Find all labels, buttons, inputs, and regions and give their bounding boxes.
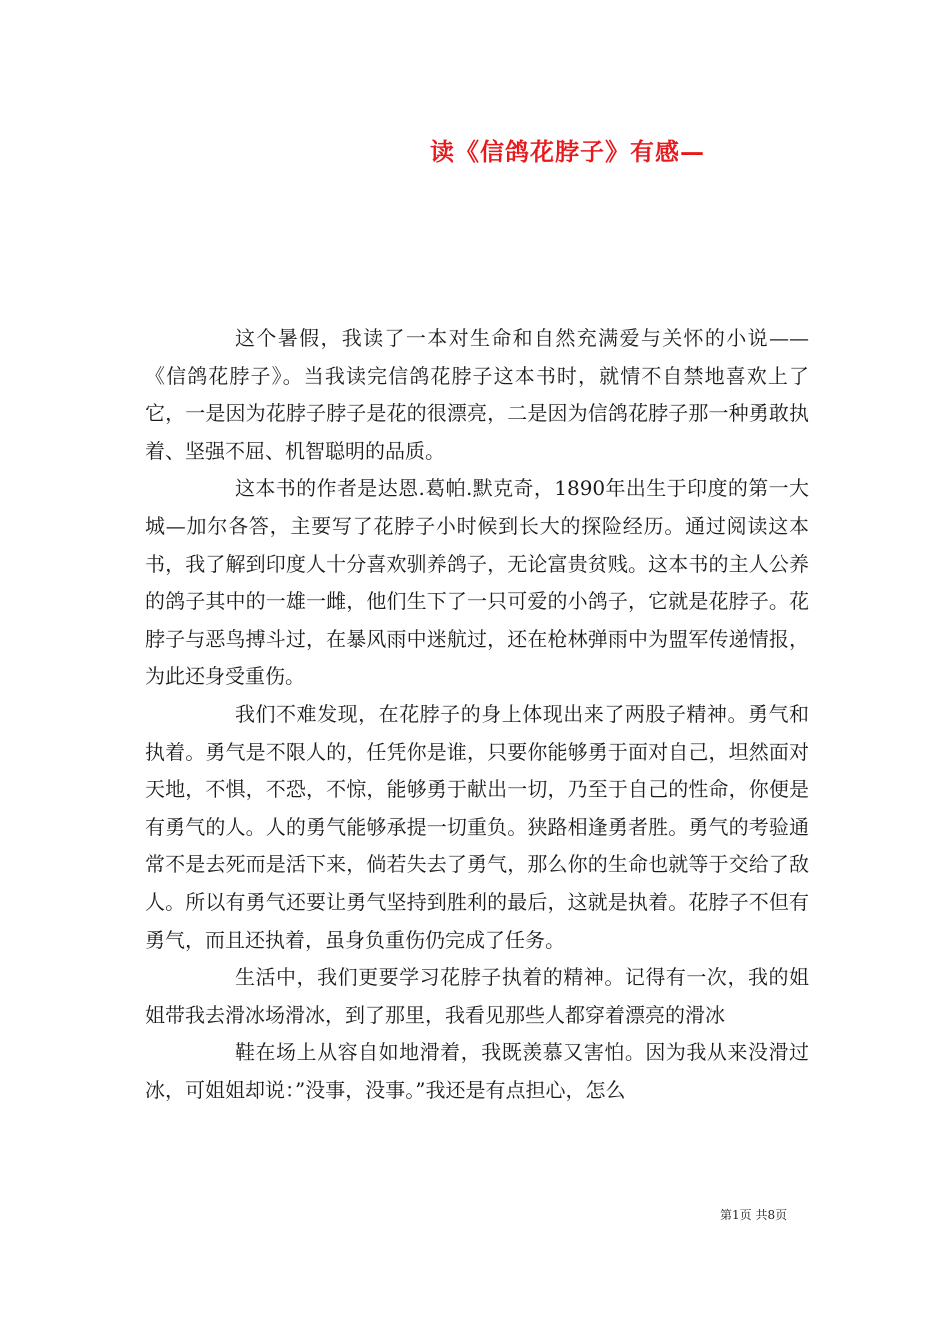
- paragraph-4: 生活中，我们更要学习花脖子执着的精神。记得有一次，我的姐姐带我去滑冰场滑冰，到了那里，我看见那些人都穿着漂亮的滑冰: [145, 965, 809, 1027]
- paragraph-5: 鞋在场上从容自如地滑着，我既羡慕又害怕。因为我从来没滑过冰，可姐姐却说：”没事，没事。”我还是有点担心，怎么: [145, 1040, 809, 1102]
- page-number-footer: 第1页 共8页: [720, 1208, 788, 1222]
- paragraph-1: 这个暑假，我读了一本对生命和自然充满爱与关怀的小说——《信鸽花脖子》。当我读完信鸽花脖子这本书时，就情不自禁地喜欢上了它，一是因为花脖子脖子是花的很漂亮，二是因为信鸽花脖子那一种勇敢执着、坚强不屈、机智聪明的品质。: [145, 326, 809, 463]
- document-title: 读《信鸽花脖子》有感—: [430, 137, 705, 166]
- paragraph-3: 我们不难发现，在花脖子的身上体现出来了两股子精神。勇气和执着。勇气是不限人的，任凭你是谁，只要你能够勇于面对自己，坦然面对天地，不惧，不恐，不惊，能够勇于献出一切，乃至于自己的性命，你便是有勇气的人。人的勇气能够承提一切重负。狭路相逢勇者胜。勇气的考验通常不是去死而是活下来，倘若失去了勇气，那么你的生命也就等于交给了敌人。所以有勇气还要让勇气坚持到胜利的最后，这就是执着。花脖子不但有勇气，而且还执着，虽身负重伤仍完成了任务。: [145, 701, 809, 952]
- document-body: [145, 320, 809, 1109]
- paragraph-2: 这本书的作者是达恩.葛帕.默克奇，1890年出生于印度的第一大城—加尔各答，主要写了花脖子小时候到长大的探险经历。通过阅读这本书，我了解到印度人十分喜欢驯养鸽子，无论富贵贫贱。这本书的主人公养的鸽子其中的一雄一雌，他们生下了一只可爱的小鸽子，它就是花脖子。花脖子与恶鸟搏斗过，在暴风雨中迷航过，还在枪林弹雨中为盟军传递情报，为此还身受重伤。: [145, 476, 809, 689]
